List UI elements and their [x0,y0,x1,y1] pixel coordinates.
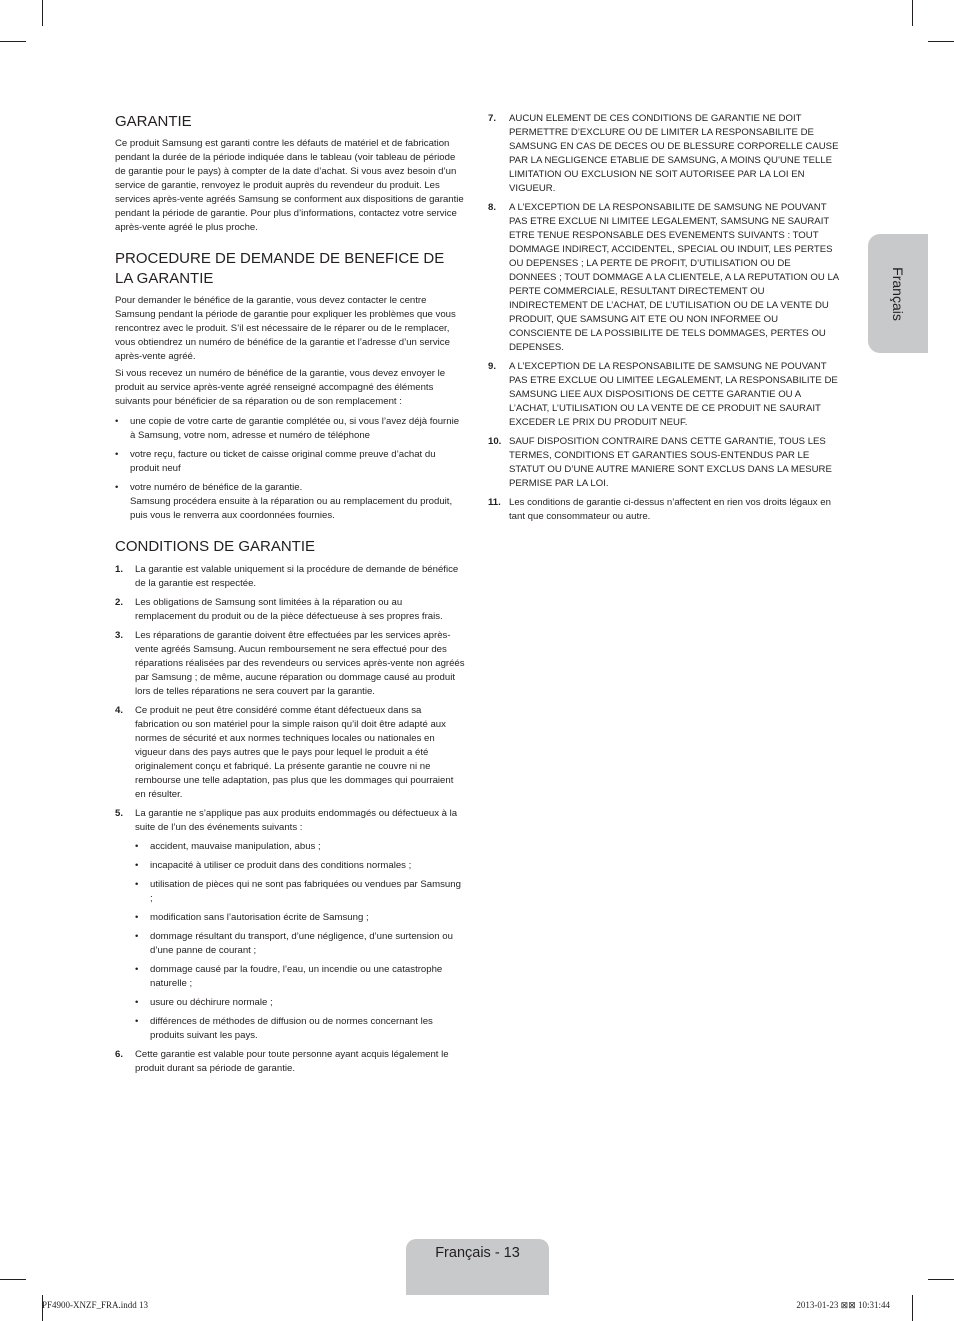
list-item: 1. La garantie est valable uniquement si la procédure de demande de bénéfice de la garantie est respectée. [115,564,459,589]
bullet-icon: • [115,416,119,427]
language-tab [868,234,928,353]
right-column [488,112,840,529]
page-number: Français - 13 [435,1245,520,1261]
bullet-icon: • [135,964,139,975]
crop-mark [0,41,26,42]
list-item: 6. Cette garantie est valable pour toute personne ayant acquis légalement le produit durant sa période de garantie. [115,1049,449,1074]
bullet-icon: • [135,879,139,890]
list-item: 7. AUCUN ELEMENT DE CES CONDITIONS DE GARANTIE NE DOIT PERMETTRE D’EXCLURE OU DE LIMITER LA RESPONSABILITE DE SAMSUNG EN CAS DE DECES OU DE BLESSURE CORPORELLE CAUSE PAR LA NEGLIGENCE ETABLIE DE SAMSUNG, A MOINS QU’UNE TELLE LIMITATION OU EXCLUSION NE SOIT AUTORISEE PAR LA LOI EN VIGUEUR. [488,113,839,194]
list-item: • différences de méthodes de diffusion ou de normes concernant les produits suivant les pays. [135,1016,433,1041]
paragraph: Si vous recevez un numéro de bénéfice de la garantie, vous devez envoyer le produit au service après-vente agréé renseigné accompagné des éléments suivants pour bénéficier de sa réparation ou de son remplacement : [115,368,446,407]
numbered-list [488,112,840,524]
crop-mark [928,1279,954,1280]
page-number-tab [406,1239,549,1295]
bullet-list [115,415,465,523]
section-title: PROCEDURE DE DEMANDE DE BENEFICE DE LA GARANTIE [115,250,445,287]
crop-mark [912,0,913,26]
crop-mark [0,1279,26,1280]
list-item: • accident, mauvaise manipulation, abus ; [135,841,321,852]
list-item: 5. La garantie ne s’applique pas aux produits endommagés ou défectueux à la suite de l’un des événements suivants : • accident, mauvaise manipulation, abus ; • incapacité à utiliser ce produit dans des conditions normales ; • utilisation de pièces qui ne sont pas fabriquées ou vendues par Samsung ; • modification sans l’autorisation écrite de Samsung ; • dommage résultant du transport, d’une négligence, d’une surtension ou d’une panne de courant ; • dommage causé par la foudre, l’eau, un incendie ou une catastrophe naturelle ; • usure ou déchirure normale ; • différences de méthodes de diffusion ou de normes concernant les produits suivant les pays. [115,807,465,1043]
list-item: • dommage résultant du transport, d’une négligence, d’une surtension ou d’une panne de courant ; [135,931,453,956]
list-item: 8. A L’EXCEPTION DE LA RESPONSABILITE DE SAMSUNG NE POUVANT PAS ETRE EXCLUE NI LIMITEE LEGALEMENT, SAMSUNG NE SAURAIT ETRE TENUE RESPONSABLE DES EVENEMENTS SUIVANTS : TOUT DOMMAGE INDIRECT, ACCIDENTEL, SPECIAL OU INDUIT, LES PERTES OU DEPENSES ; LA PERTE DE PROFIT, D’UTILISATION OU DE DONNEES ; TOUT DOMMAGE A LA CLIENTELE, A LA REPUTATION OU LA PERTE COMMERCIALE, RESULTANT DIRECTEMENT OU INDIRECTEMENT DE L’ACHAT, DE L’UTILISATION OU DE LA VENTE DU PRODUIT, QUE SAMSUNG AIT ETE OU NON INFORMEE OU CONSCIENTE DE LA POSSIBILITE DE TELS DOMMAGES, PERTES OU DEPENSES. [488,202,839,353]
bullet-icon: • [135,860,139,871]
bullet-icon: • [135,912,139,923]
bullet-list [135,840,465,1043]
section-procedure [115,249,465,523]
left-column [115,112,465,1081]
footer-timestamp: 2013-01-23 ⊠⊠ 10:31:44 [796,1300,890,1310]
list-item: • une copie de votre carte de garantie complétée ou, si vous l’avez déjà fournie à Samsung, votre nom, adresse et numéro de téléphone [115,416,460,441]
list-item: • votre reçu, facture ou ticket de caisse original comme preuve d’achat du produit neuf [115,449,436,474]
list-item: • modification sans l’autorisation écrite de Samsung ; [135,912,369,923]
list-item: 4. Ce produit ne peut être considéré comme étant défectueux dans sa fabrication ou son matériel pour la simple raison qu’il doit être adapté aux normes de sécurité et aux normes techniques locales ou nationales en vigueur dans des pays autres que le pays pour lequel le produit a été originalement conçu et fabriqué. La présente garantie ne couvre ni ne rembourse une telle adaptation, pas plus que les dommages qui pourraient en résulter. [115,705,454,800]
paragraph: Pour demander le bénéfice de la garantie, vous devez contacter le centre Samsung pendant la période de garantie pour expliquer les problèmes que vous rencontrez avec le produit. S’il est nécessaire de le réparer ou de le remplacer, vous obtiendrez un numéro de bénéfice de la garantie et l’adresse d’un service après-vente agréé. [115,295,456,362]
section-title: GARANTIE [115,113,192,130]
list-item: 11. Les conditions de garantie ci-dessus n’affectent en rien vos droits légaux en tant que consommateur ou autre. [488,497,831,522]
list-item: • votre numéro de bénéfice de la garantie. Samsung procédera ensuite à la réparation ou au remplacement du produit, puis vous le renverra aux coordonnées fournies. [115,482,453,521]
list-item: 3. Les réparations de garantie doivent être effectuées par les services après-vente agréés Samsung. Aucun remboursement ne sera effectué pour des réparations réalisées par des revendeurs ou services après-vente non agréés par Samsung ; de même, aucune réparation ou dommage causé au produit lors de telles réparations ne sera couvert par la garantie. [115,630,465,697]
footer-filename: PF4900-XNZF_FRA.indd 13 [42,1300,149,1310]
crop-mark [928,41,954,42]
language-tab-label: Français [890,266,906,321]
paragraph: Ce produit Samsung est garanti contre les défauts de matériel et de fabrication pendant la durée de la période indiquée dans le tableau (voir tableau de période de garantie pour le pays) à compter de la date d’achat. Si vous avez besoin d’un service de garantie, renvoyez le produit auprès du revendeur du produit. Les services après-vente agréés Samsung se conforment aux dispositions de garantie pendant la période de garantie. Pour plus d’informations, contactez votre service après-vente agréé le plus proche. [115,138,464,233]
crop-mark [912,1295,913,1321]
section-garantie [115,112,465,235]
list-item: 2. Les obligations de Samsung sont limitées à la réparation ou au remplacement du produit ou de la pièce défectueuse à ses propres frais. [115,597,443,622]
list-item: • utilisation de pièces qui ne sont pas fabriquées ou vendues par Samsung ; [135,879,461,904]
list-item: • incapacité à utiliser ce produit dans des conditions normales ; [135,860,412,871]
bullet-icon: • [135,931,139,942]
list-item: 10. SAUF DISPOSITION CONTRAIRE DANS CETTE GARANTIE, TOUS LES TERMES, CONDITIONS ET GARANTIES SOUS-ENTENDUS PAR LE STATUT OU D’UNE AUTRE MANIERE SONT EXCLUS DANS LA MESURE PERMISE PAR LA LOI. [488,436,832,489]
list-item: 9. A L’EXCEPTION DE LA RESPONSABILITE DE SAMSUNG NE POUVANT PAS ETRE EXCLUE OU LIMITEE LEGALEMENT, LA RESPONSABILITE DE SAMSUNG LIEE AUX DISPOSITIONS DE CETTE GARANTIE OU A L’ACHAT, L’UTILISATION OU LA VENTE DE CE PRODUIT NE SAURAIT EXCEDER LE PRIX DU PRODUIT NEUF. [488,361,838,428]
bullet-icon: • [135,1016,139,1027]
list-item: • dommage causé par la foudre, l’eau, un incendie ou une catastrophe naturelle ; [135,964,443,989]
crop-mark [42,0,43,26]
section-title: CONDITIONS DE GARANTIE [115,538,316,555]
numbered-list [115,563,465,1076]
section-conditions [115,537,465,1076]
bullet-icon: • [135,841,139,852]
list-item: • usure ou déchirure normale ; [135,997,273,1008]
bullet-icon: • [115,482,119,493]
bullet-icon: • [135,997,139,1008]
bullet-icon: • [115,449,119,460]
